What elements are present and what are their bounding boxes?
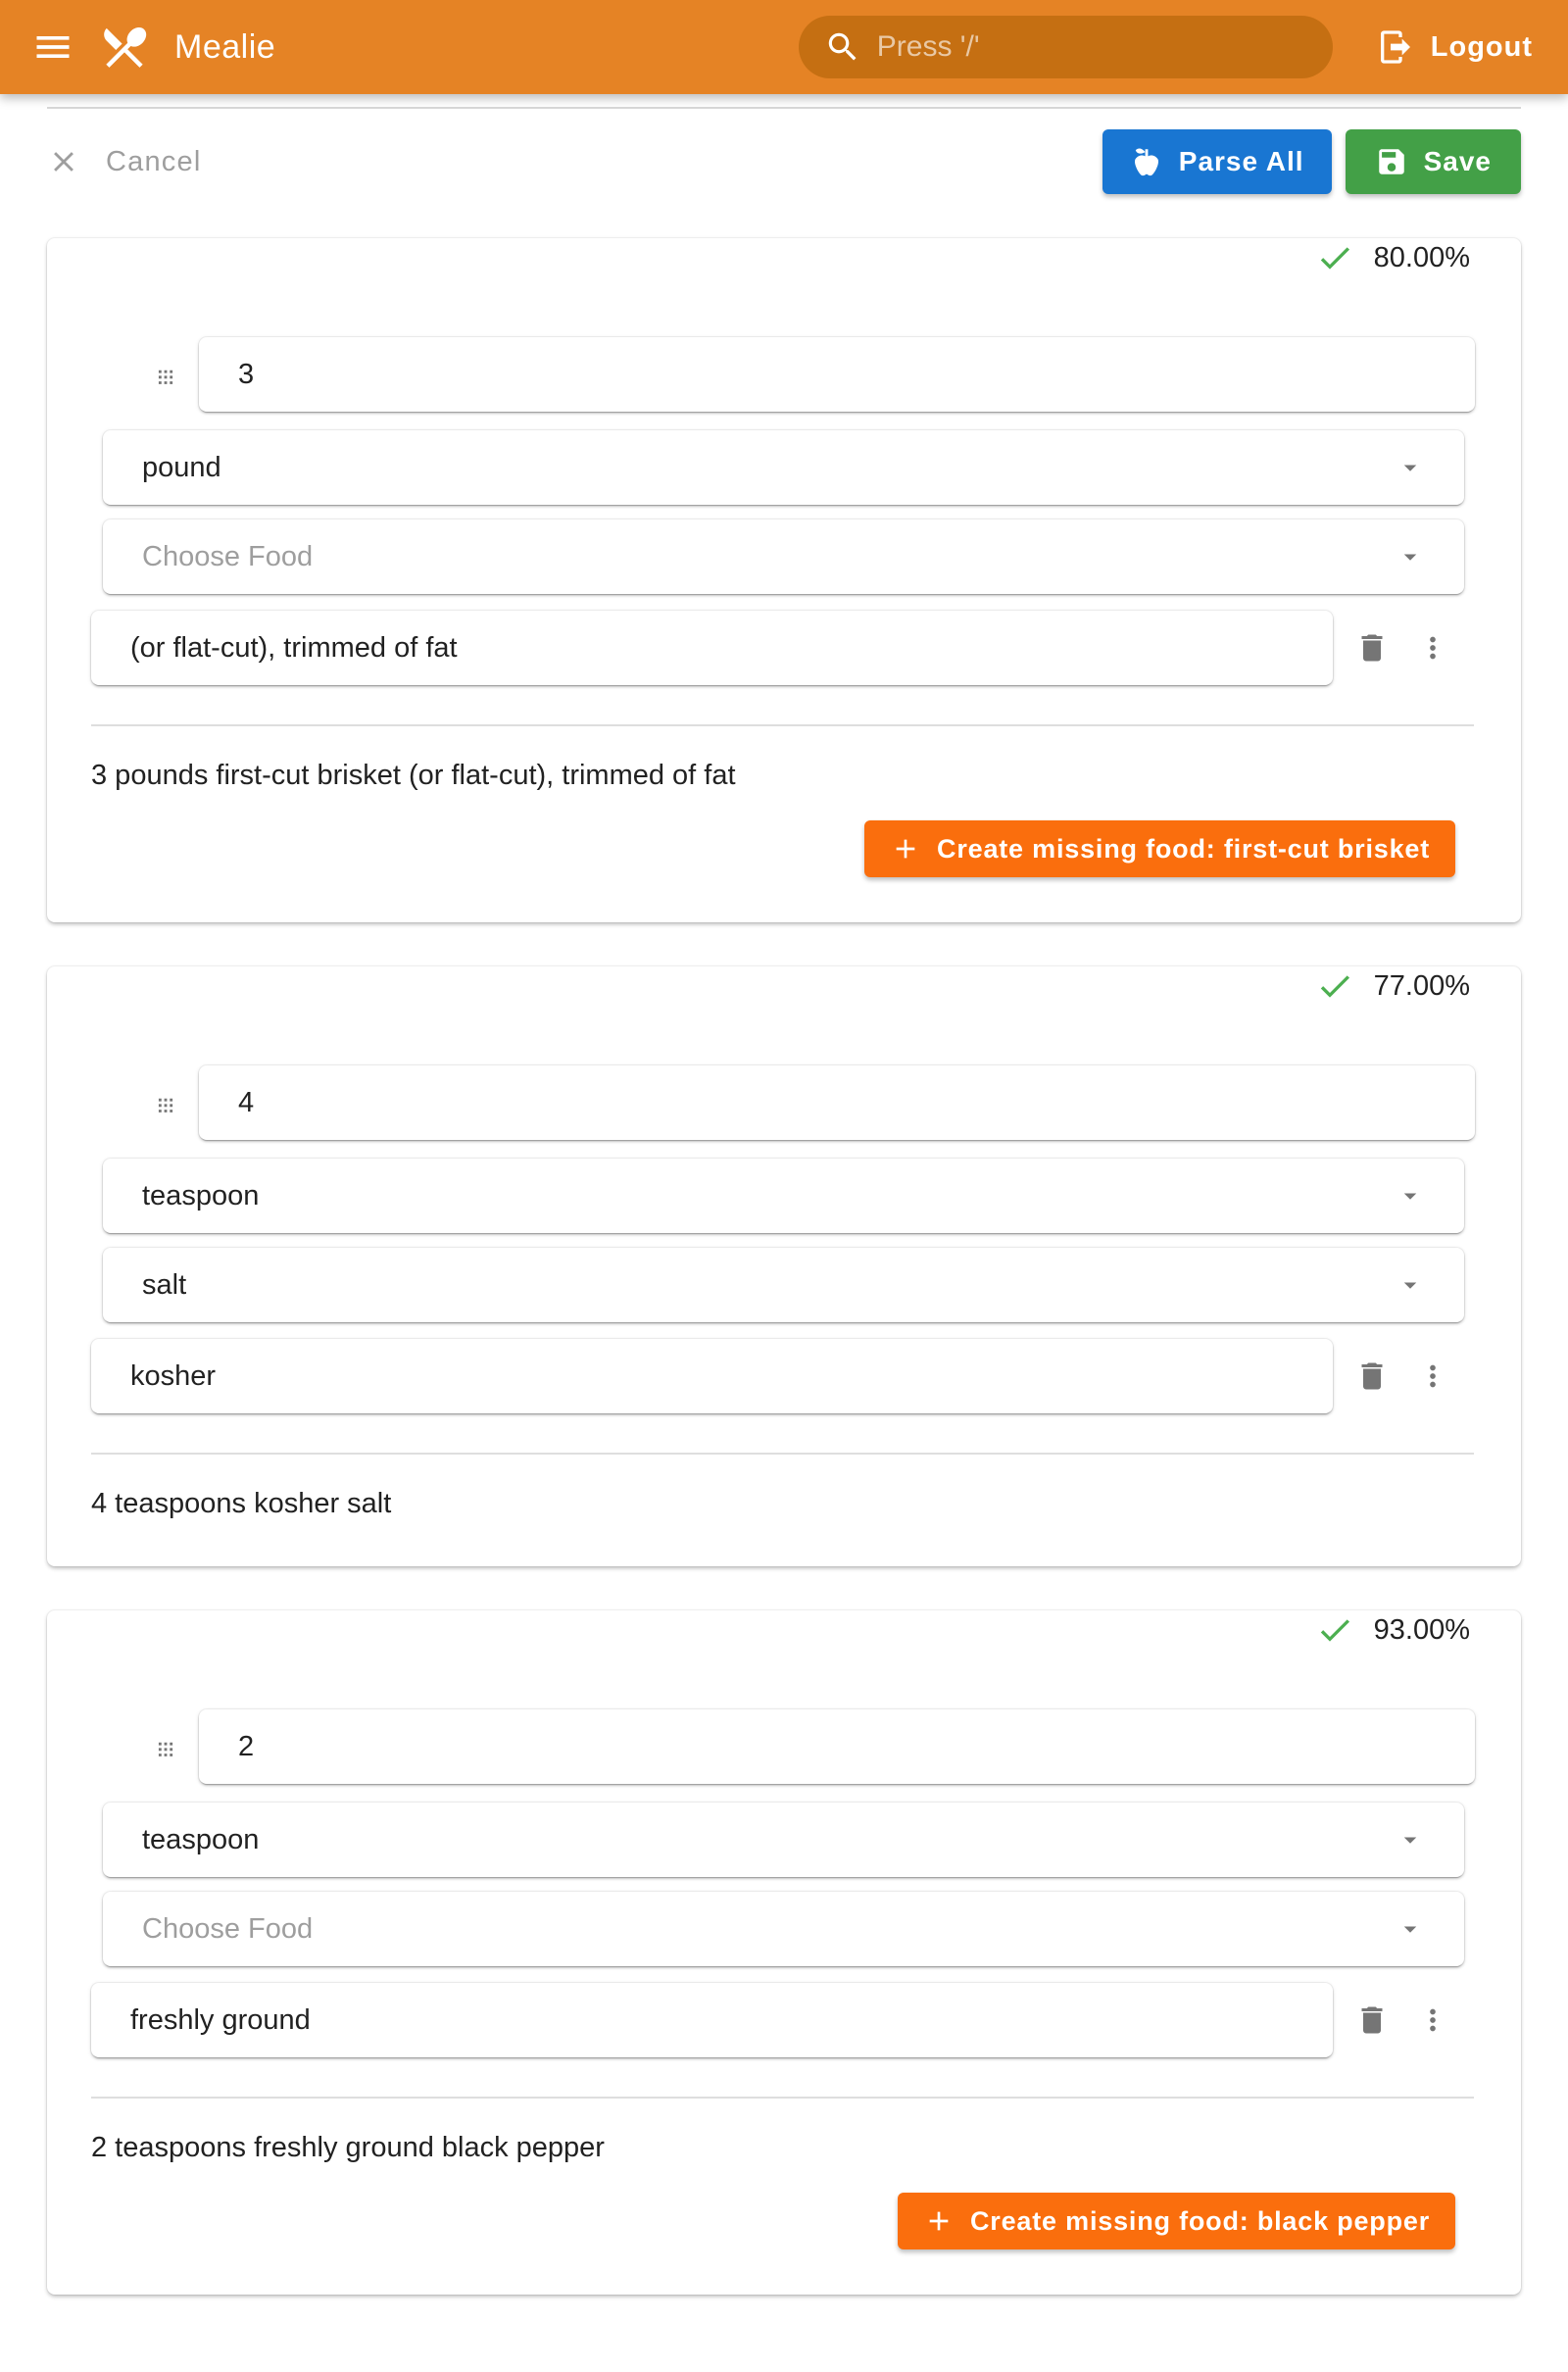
save-label: Save bbox=[1423, 146, 1492, 176]
food-select[interactable] bbox=[103, 1248, 1464, 1322]
kebab-icon bbox=[1416, 2003, 1449, 2037]
ingredient-card-list bbox=[47, 238, 1521, 2295]
note-input[interactable] bbox=[130, 1360, 1294, 1393]
confidence-row bbox=[47, 966, 1470, 1006]
unit-value: pound bbox=[142, 451, 221, 483]
check-icon bbox=[1315, 238, 1354, 277]
parser-toolbar bbox=[47, 129, 1521, 194]
delete-ingredient-button[interactable] bbox=[1348, 1353, 1396, 1400]
ingredient-parser-page bbox=[0, 107, 1568, 2295]
note-field-wrap bbox=[91, 611, 1333, 685]
logout-label: Logout bbox=[1430, 30, 1533, 63]
chevron-down-icon bbox=[1396, 1825, 1425, 1854]
create-missing-food-button[interactable] bbox=[864, 820, 1455, 877]
trash-icon bbox=[1354, 1359, 1390, 1394]
parse-all-button[interactable] bbox=[1102, 129, 1332, 194]
food-select[interactable] bbox=[103, 1892, 1464, 1966]
note-row bbox=[91, 611, 1456, 685]
logout-icon bbox=[1376, 27, 1415, 67]
food-value: salt bbox=[142, 1268, 187, 1301]
chevron-down-icon bbox=[1396, 1914, 1425, 1944]
quantity-row bbox=[149, 337, 1475, 412]
quantity-row bbox=[149, 1709, 1475, 1784]
quantity-field-wrap bbox=[199, 1709, 1475, 1784]
cancel-button[interactable] bbox=[47, 145, 201, 178]
note-input[interactable] bbox=[130, 2004, 1294, 2037]
note-field-wrap bbox=[91, 1983, 1333, 2057]
quantity-row bbox=[149, 1065, 1475, 1140]
drag-handle-icon[interactable] bbox=[149, 1730, 182, 1763]
more-options-button[interactable] bbox=[1409, 624, 1456, 671]
app-title: Mealie bbox=[174, 27, 276, 66]
food-select[interactable] bbox=[103, 519, 1464, 594]
cancel-label: Cancel bbox=[106, 145, 202, 177]
content-top-divider bbox=[47, 107, 1521, 109]
confidence-row bbox=[47, 1610, 1470, 1650]
quantity-input[interactable] bbox=[238, 1087, 1436, 1119]
card-divider bbox=[91, 2097, 1474, 2099]
card-divider bbox=[91, 724, 1474, 726]
create-missing-food-label: Create missing food: first-cut brisket bbox=[937, 833, 1430, 864]
check-icon bbox=[1315, 966, 1354, 1006]
create-missing-food-row bbox=[47, 2193, 1455, 2249]
confidence-value: 80.00% bbox=[1373, 241, 1470, 273]
original-ingredient-text: 4 teaspoons kosher salt bbox=[91, 1488, 392, 1519]
note-row bbox=[91, 1339, 1456, 1413]
ingredient-card bbox=[47, 966, 1521, 1566]
ingredient-card bbox=[47, 238, 1521, 922]
app-bar bbox=[0, 0, 1568, 94]
quantity-field-wrap bbox=[199, 337, 1475, 412]
unit-value: teaspoon bbox=[142, 1179, 260, 1211]
trash-icon bbox=[1354, 2002, 1390, 2038]
kebab-icon bbox=[1416, 631, 1449, 665]
quantity-field-wrap bbox=[199, 1065, 1475, 1140]
card-divider bbox=[91, 1453, 1474, 1455]
drag-handle-icon[interactable] bbox=[149, 1086, 182, 1119]
chevron-down-icon bbox=[1396, 1181, 1425, 1211]
note-input[interactable] bbox=[130, 632, 1294, 665]
search-icon bbox=[824, 28, 861, 66]
trash-icon bbox=[1354, 630, 1390, 666]
food-placeholder: Choose Food bbox=[142, 1912, 314, 1945]
parse-all-label: Parse All bbox=[1178, 146, 1304, 176]
delete-ingredient-button[interactable] bbox=[1348, 1997, 1396, 2044]
apple-icon bbox=[1130, 145, 1163, 178]
unit-value: teaspoon bbox=[142, 1823, 260, 1855]
search-placeholder: Press '/' bbox=[876, 30, 980, 63]
more-options-button[interactable] bbox=[1409, 1353, 1456, 1400]
more-options-button[interactable] bbox=[1409, 1997, 1456, 2044]
mealie-logo-icon bbox=[98, 21, 151, 74]
logout-button[interactable] bbox=[1376, 27, 1533, 67]
note-field-wrap bbox=[91, 1339, 1333, 1413]
original-ingredient-text: 3 pounds first-cut brisket (or flat-cut), trimmed of fat bbox=[91, 760, 736, 791]
brand[interactable] bbox=[98, 21, 275, 74]
drag-handle-icon[interactable] bbox=[149, 358, 182, 391]
kebab-icon bbox=[1416, 1359, 1449, 1393]
unit-select[interactable] bbox=[103, 1159, 1464, 1233]
unit-select[interactable] bbox=[103, 1803, 1464, 1877]
close-icon bbox=[47, 145, 80, 178]
chevron-down-icon bbox=[1396, 542, 1425, 571]
chevron-down-icon bbox=[1396, 453, 1425, 482]
create-missing-food-button[interactable] bbox=[898, 2193, 1455, 2249]
save-icon bbox=[1375, 145, 1408, 178]
food-placeholder: Choose Food bbox=[142, 540, 314, 572]
check-icon bbox=[1315, 1610, 1354, 1650]
confidence-row bbox=[47, 238, 1470, 277]
create-missing-food-label: Create missing food: black pepper bbox=[970, 2205, 1430, 2236]
save-button[interactable] bbox=[1346, 129, 1521, 194]
create-missing-food-row bbox=[47, 820, 1455, 877]
chevron-down-icon bbox=[1396, 1270, 1425, 1300]
delete-ingredient-button[interactable] bbox=[1348, 624, 1396, 671]
plus-icon bbox=[923, 2205, 955, 2237]
unit-select[interactable] bbox=[103, 430, 1464, 505]
plus-icon bbox=[890, 833, 921, 865]
quantity-input[interactable] bbox=[238, 1731, 1436, 1763]
quantity-input[interactable] bbox=[238, 359, 1436, 391]
confidence-value: 93.00% bbox=[1373, 1613, 1470, 1646]
note-row bbox=[91, 1983, 1456, 2057]
hamburger-menu-icon[interactable] bbox=[25, 20, 80, 74]
confidence-value: 77.00% bbox=[1373, 969, 1470, 1002]
ingredient-card bbox=[47, 1610, 1521, 2295]
original-ingredient-text: 2 teaspoons freshly ground black pepper bbox=[91, 2132, 605, 2163]
search-input[interactable] bbox=[799, 16, 1333, 78]
